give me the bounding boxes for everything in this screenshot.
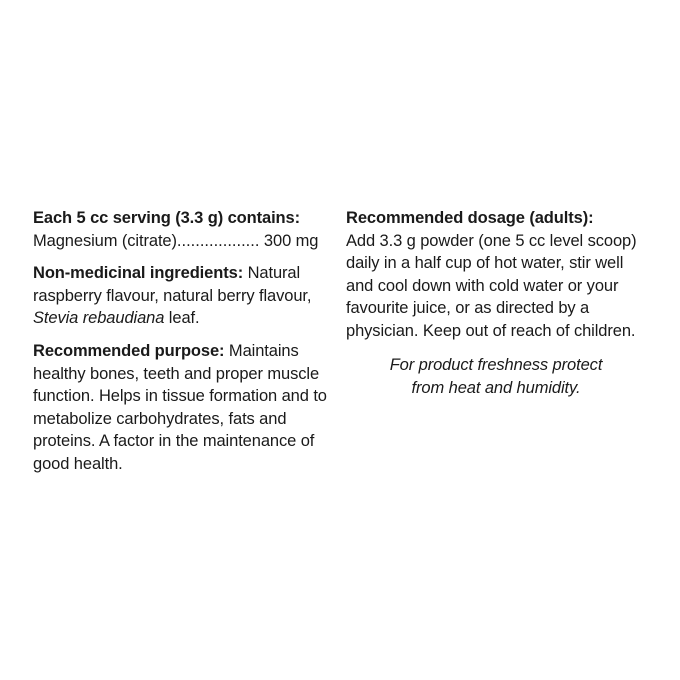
ingredient-name: Magnesium (citrate) <box>33 231 177 250</box>
nonmedicinal-text-end: leaf. <box>164 309 200 328</box>
magnesium-line <box>33 230 333 253</box>
purpose-heading: Recommended purpose: <box>33 341 225 360</box>
dosage-heading: Recommended dosage (adults): <box>346 209 594 227</box>
dosage-section <box>346 207 646 343</box>
freshness-note-line2: from heat and humidity. <box>411 378 581 397</box>
freshness-note-line1: For product freshness protect <box>389 355 603 374</box>
purpose-section <box>33 340 333 476</box>
right-column <box>346 207 646 400</box>
dot-leader: .................. <box>176 231 260 250</box>
serving-heading: Each 5 cc serving (3.3 g) contains: <box>33 209 301 227</box>
dosage-text: Add 3.3 g powder (one 5 cc level scoop) daily in a half cup of hot water, stir well and cool down with cold water or your favourite juice, or as directed by a physician. Keep out of reach of children. <box>346 231 637 340</box>
left-column <box>33 207 333 486</box>
purpose-text: Maintains healthy bones, teeth and proper muscle function. Helps in tissue formation and to metabolize carbohydrates, fats and proteins. A factor in the maintenance of good health. <box>33 341 327 473</box>
nonmedicinal-text: Natural raspberry flavour, natural berry flavour, <box>33 264 312 305</box>
ingredient-amount: 300 mg <box>263 231 319 250</box>
serving-section <box>33 207 333 252</box>
freshness-note <box>346 354 646 400</box>
nonmedicinal-heading: Non-medicinal ingredients: <box>33 264 244 283</box>
nonmedicinal-section <box>33 262 333 330</box>
stevia-name: Stevia rebaudiana <box>33 309 165 328</box>
